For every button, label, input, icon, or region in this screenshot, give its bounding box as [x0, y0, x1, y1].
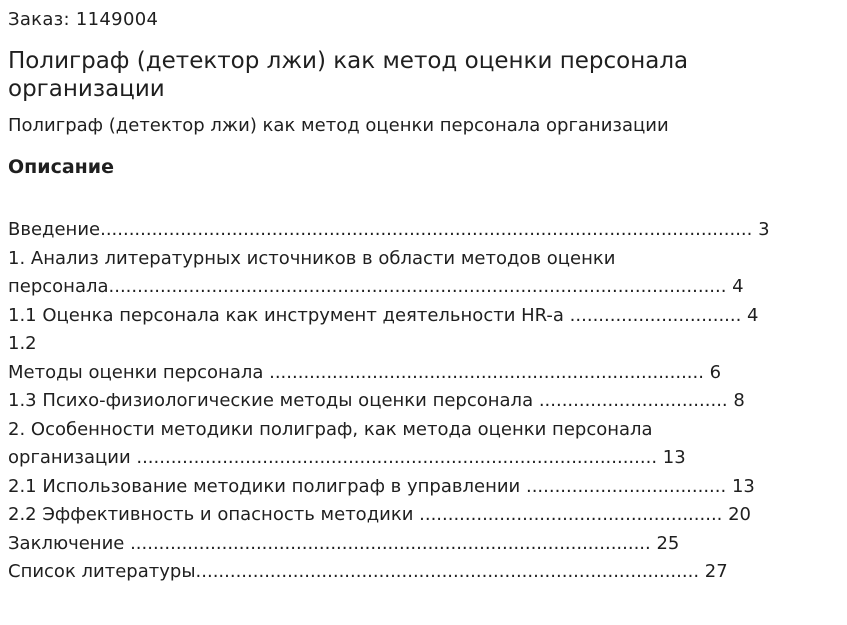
description-heading: Описание: [8, 156, 115, 178]
toc-line: 1.1 Оценка персонала как инструмент деятельности HR-а .............................. 4: [8, 304, 759, 326]
table-of-contents: [8, 216, 839, 587]
toc-line: Введение.................................................................................................................. 3: [8, 219, 770, 240]
toc-line: организации ........................................................................................... 13: [8, 447, 686, 468]
toc-line: Заключение ........................................................................................... 25: [8, 532, 680, 554]
page-subtitle: Полиграф (детектор лжи) как метод оценки персонала организации: [8, 115, 669, 136]
toc-line: 2.2 Эффективность и опасность методики ..................................................... 20: [8, 504, 752, 525]
order-number: Заказ: 1149004: [8, 9, 159, 30]
toc-line: 2.1 Использование методики полиграф в управлении ................................... 13: [8, 475, 755, 497]
toc-line: 2. Особенности методики полиграф, как метода оценки персонала: [8, 418, 653, 440]
toc-line: 1. Анализ литературных источников в области методов оценки: [8, 247, 616, 269]
toc-line: 1.3 Психо-физиологические методы оценки персонала ................................. 8: [8, 390, 745, 411]
toc-line: Список литературы........................................................................................ 27: [8, 561, 728, 582]
toc-line: Методы оценки персонала ............................................................................ 6: [8, 361, 722, 383]
page-title: Полиграф (детектор лжи) как метод оценки персонала организации: [8, 48, 689, 102]
toc-line: персонала............................................................................................................ 4: [8, 276, 744, 297]
toc-line: 1.2: [8, 333, 37, 354]
